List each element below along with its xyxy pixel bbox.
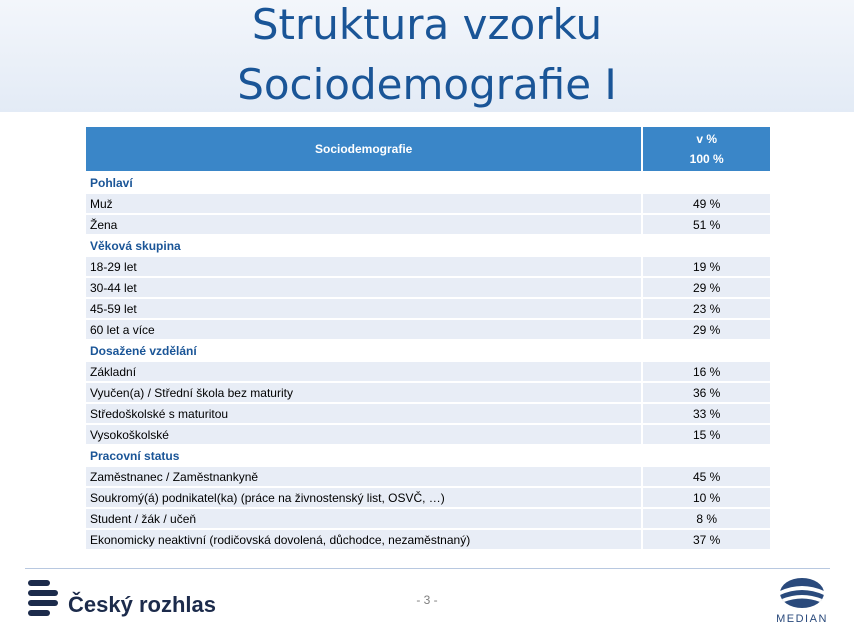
row-label: Muž <box>86 193 642 214</box>
section-value-empty <box>642 235 770 256</box>
row-value: 23 % <box>642 298 770 319</box>
row-label: Středoškolské s maturitou <box>86 403 642 424</box>
column-header-percent-line2: 100 % <box>689 152 724 166</box>
section-value-empty <box>642 172 770 193</box>
section-header-row <box>86 235 770 256</box>
row-label: Soukromý(á) podnikatel(ka) (práce na živnostenský list, OSVČ, …) <box>86 487 642 508</box>
section-title: Pohlaví <box>86 172 642 193</box>
median-logo-text: MEDIAN <box>776 613 828 625</box>
row-value: 45 % <box>642 466 770 487</box>
sociodemography-table <box>86 127 770 551</box>
median-mark-icon <box>770 573 834 613</box>
section-title: Dosažené vzdělání <box>86 340 642 361</box>
row-value: 29 % <box>642 319 770 340</box>
cesky-rozhlas-logo-text: Český rozhlas <box>68 592 216 617</box>
row-label: 45-59 let <box>86 298 642 319</box>
table-row <box>86 256 770 277</box>
table-row <box>86 382 770 403</box>
row-value: 37 % <box>642 529 770 550</box>
slide-title-line1: Struktura vzorku <box>251 0 603 49</box>
section-title: Pracovní status <box>86 445 642 466</box>
table-row <box>86 193 770 214</box>
column-header-category: Sociodemografie <box>86 127 642 172</box>
row-value: 33 % <box>642 403 770 424</box>
section-header-row <box>86 340 770 361</box>
row-value: 10 % <box>642 487 770 508</box>
table-body <box>86 172 770 550</box>
row-value: 19 % <box>642 256 770 277</box>
row-value: 51 % <box>642 214 770 235</box>
table-row <box>86 466 770 487</box>
table-row <box>86 214 770 235</box>
column-header-percent-line1: v % <box>696 132 718 146</box>
row-label: Zaměstnanec / Zaměstnankyně <box>86 466 642 487</box>
row-value: 8 % <box>642 508 770 529</box>
table-header-row <box>86 127 770 172</box>
section-value-empty <box>642 445 770 466</box>
row-label: Student / žák / učeň <box>86 508 642 529</box>
row-value: 16 % <box>642 361 770 382</box>
section-title: Věková skupina <box>86 235 642 256</box>
row-value: 36 % <box>642 382 770 403</box>
row-label: Ekonomicky neaktivní (rodičovská dovolená, důchodce, nezaměstnaný) <box>86 529 642 550</box>
table-row <box>86 508 770 529</box>
table-row <box>86 277 770 298</box>
section-value-empty <box>642 340 770 361</box>
row-label: Vyučen(a) / Střední škola bez maturity <box>86 382 642 403</box>
section-header-row <box>86 445 770 466</box>
row-value: 49 % <box>642 193 770 214</box>
table-row <box>86 319 770 340</box>
row-label: Základní <box>86 361 642 382</box>
row-label: Vysokoškolské <box>86 424 642 445</box>
slide-header <box>0 0 854 112</box>
table-row <box>86 403 770 424</box>
row-label: 60 let a více <box>86 319 642 340</box>
page-number: - 3 - <box>416 593 438 607</box>
median-logo <box>770 573 834 629</box>
row-label: 30-44 let <box>86 277 642 298</box>
row-value: 15 % <box>642 424 770 445</box>
table-row <box>86 298 770 319</box>
table-row <box>86 361 770 382</box>
row-label: 18-29 let <box>86 256 642 277</box>
table-row <box>86 529 770 550</box>
row-label: Žena <box>86 214 642 235</box>
table-row <box>86 487 770 508</box>
section-header-row <box>86 172 770 193</box>
slide-title-line2: Sociodemografie I <box>237 60 617 109</box>
column-header-percent <box>642 127 770 172</box>
row-value: 29 % <box>642 277 770 298</box>
table-row <box>86 424 770 445</box>
footer-divider <box>25 568 830 569</box>
